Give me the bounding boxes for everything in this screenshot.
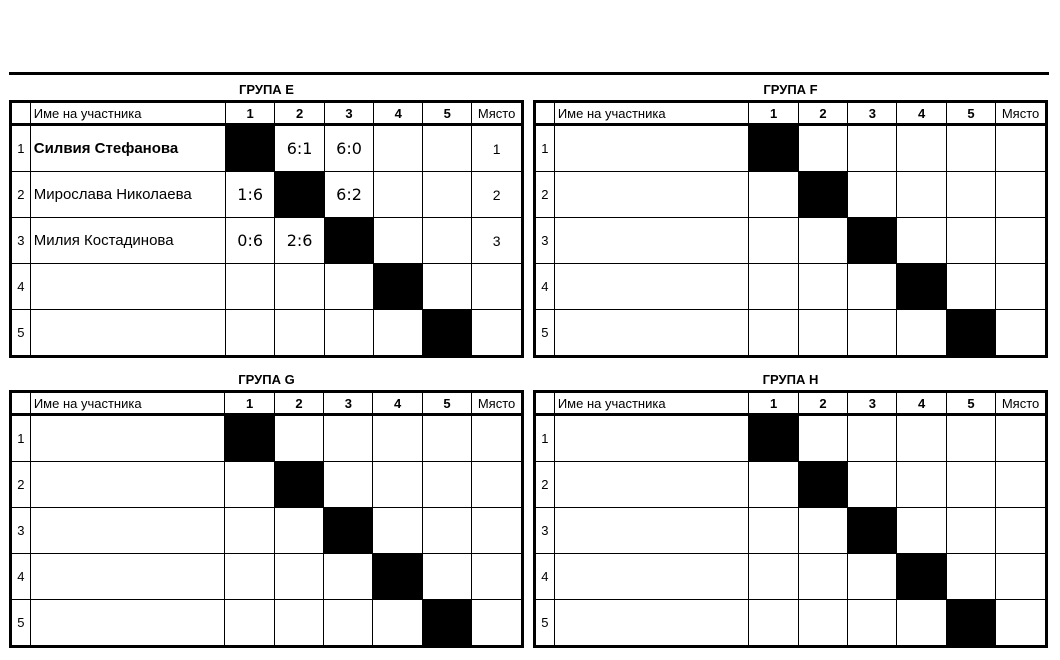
score-cell[interactable]	[946, 462, 995, 508]
score-cell[interactable]: 6:2	[324, 172, 373, 218]
place-cell[interactable]	[996, 554, 1047, 600]
score-cell[interactable]	[373, 508, 422, 554]
row-index: 2	[11, 462, 31, 508]
score-cell[interactable]	[848, 125, 897, 172]
header-col-5: 5	[423, 102, 472, 125]
self-match-cell	[946, 310, 995, 357]
score-cell[interactable]	[798, 600, 847, 647]
score-cell[interactable]	[848, 462, 897, 508]
row-index: 3	[11, 508, 31, 554]
score-cell[interactable]	[373, 462, 422, 508]
top-rule	[9, 72, 1049, 75]
participant-name[interactable]	[30, 310, 225, 357]
table-row	[11, 462, 523, 508]
group-title: ГРУПА F	[763, 82, 818, 97]
table-row	[535, 125, 1047, 172]
table-row	[535, 264, 1047, 310]
header-col-5: 5	[946, 392, 995, 415]
score-cell[interactable]	[374, 218, 423, 264]
header-index-cell	[11, 102, 31, 125]
group-table	[9, 390, 524, 648]
table-row	[11, 172, 523, 218]
header-col-4: 4	[897, 102, 946, 125]
participant-name[interactable]	[554, 310, 749, 357]
participant-name[interactable]: Силвия Стефанова	[30, 125, 225, 172]
participant-name[interactable]	[554, 554, 749, 600]
score-cell[interactable]: 6:0	[324, 125, 373, 172]
score-cell[interactable]	[798, 264, 847, 310]
score-cell[interactable]	[324, 264, 373, 310]
table-row	[535, 462, 1047, 508]
header-col-4: 4	[374, 102, 423, 125]
place-cell[interactable]	[996, 462, 1047, 508]
score-cell[interactable]	[373, 600, 422, 647]
row-index: 4	[11, 264, 31, 310]
participant-name[interactable]	[554, 415, 749, 462]
score-cell[interactable]	[798, 310, 847, 357]
score-cell[interactable]	[374, 125, 423, 172]
score-cell[interactable]	[848, 600, 897, 647]
score-cell[interactable]	[374, 310, 423, 357]
place-cell[interactable]	[472, 600, 523, 647]
score-cell[interactable]	[848, 554, 897, 600]
table-row	[11, 310, 523, 357]
score-cell[interactable]	[274, 508, 323, 554]
score-cell[interactable]	[946, 415, 995, 462]
self-match-cell	[274, 462, 323, 508]
header-col-3: 3	[324, 392, 373, 415]
participant-name[interactable]	[554, 218, 749, 264]
score-cell[interactable]	[423, 172, 472, 218]
row-index: 2	[11, 172, 31, 218]
group-title: ГРУПА E	[239, 82, 294, 97]
self-match-cell	[422, 600, 471, 647]
score-cell[interactable]	[324, 554, 373, 600]
self-match-cell	[324, 218, 373, 264]
table-row	[535, 218, 1047, 264]
place-cell[interactable]	[996, 125, 1047, 172]
score-cell[interactable]	[946, 218, 995, 264]
group-table	[9, 100, 524, 358]
table-row	[535, 600, 1047, 647]
self-match-cell	[946, 600, 995, 647]
header-name-label: Име на участника	[554, 392, 749, 415]
place-cell[interactable]	[996, 310, 1047, 357]
header-col-4: 4	[373, 392, 422, 415]
participant-name[interactable]	[30, 264, 225, 310]
header-col-5: 5	[946, 102, 995, 125]
self-match-cell	[897, 264, 946, 310]
header-row	[11, 392, 523, 415]
self-match-cell	[324, 508, 373, 554]
participant-name[interactable]: Милия Костадинова	[30, 218, 225, 264]
row-index: 4	[535, 264, 555, 310]
header-col-1: 1	[749, 392, 798, 415]
row-index: 1	[11, 125, 31, 172]
self-match-cell	[848, 218, 897, 264]
place-cell[interactable]	[996, 264, 1047, 310]
score-cell[interactable]	[422, 554, 471, 600]
header-col-2: 2	[275, 102, 324, 125]
score-cell[interactable]	[848, 415, 897, 462]
score-cell[interactable]	[897, 508, 946, 554]
score-cell[interactable]	[897, 415, 946, 462]
score-cell[interactable]	[275, 264, 324, 310]
score-cell[interactable]: 2:6	[275, 218, 324, 264]
score-cell[interactable]	[798, 508, 847, 554]
score-cell[interactable]	[897, 218, 946, 264]
score-cell[interactable]	[749, 554, 798, 600]
participant-name[interactable]	[30, 415, 225, 462]
place-cell[interactable]	[472, 415, 523, 462]
participant-name[interactable]: Мирослава Николаева	[30, 172, 225, 218]
score-cell[interactable]: 1:6	[225, 172, 274, 218]
score-cell[interactable]	[749, 264, 798, 310]
score-cell[interactable]	[897, 600, 946, 647]
row-index: 5	[535, 310, 555, 357]
place-cell[interactable]	[472, 508, 523, 554]
score-cell[interactable]	[897, 310, 946, 357]
table-row	[11, 125, 523, 172]
score-cell[interactable]	[225, 264, 274, 310]
header-place-label: Място	[472, 392, 523, 415]
row-index: 1	[535, 125, 555, 172]
header-place-label: Място	[996, 102, 1047, 125]
place-cell[interactable]: 3	[472, 218, 523, 264]
row-index: 2	[535, 462, 555, 508]
score-cell[interactable]	[373, 415, 422, 462]
score-cell[interactable]	[423, 218, 472, 264]
place-cell[interactable]	[472, 310, 523, 357]
score-cell[interactable]	[848, 172, 897, 218]
score-cell[interactable]	[897, 172, 946, 218]
group-title: ГРУПА H	[762, 372, 819, 387]
header-row	[535, 392, 1047, 415]
row-index: 1	[11, 415, 31, 462]
score-cell[interactable]	[848, 264, 897, 310]
header-col-3: 3	[848, 392, 897, 415]
self-match-cell	[798, 462, 847, 508]
table-row	[11, 600, 523, 647]
table-row	[535, 172, 1047, 218]
self-match-cell	[749, 415, 798, 462]
place-cell[interactable]	[996, 172, 1047, 218]
header-col-2: 2	[274, 392, 323, 415]
header-col-2: 2	[798, 102, 847, 125]
header-col-3: 3	[848, 102, 897, 125]
score-cell[interactable]	[848, 310, 897, 357]
score-cell[interactable]	[324, 310, 373, 357]
score-cell[interactable]	[798, 125, 847, 172]
score-cell[interactable]	[946, 125, 995, 172]
self-match-cell	[798, 172, 847, 218]
score-cell[interactable]	[749, 310, 798, 357]
place-cell[interactable]	[996, 600, 1047, 647]
score-cell[interactable]: 0:6	[225, 218, 274, 264]
self-match-cell	[373, 554, 422, 600]
header-place-label: Място	[472, 102, 523, 125]
score-cell[interactable]	[423, 264, 472, 310]
table-row	[535, 415, 1047, 462]
score-cell[interactable]	[422, 462, 471, 508]
participant-name[interactable]	[30, 462, 225, 508]
place-cell[interactable]	[472, 264, 523, 310]
score-cell[interactable]	[225, 310, 274, 357]
header-row	[535, 102, 1047, 125]
place-cell[interactable]	[996, 415, 1047, 462]
participant-name[interactable]	[554, 264, 749, 310]
self-match-cell	[749, 125, 798, 172]
table-row	[535, 554, 1047, 600]
row-index: 4	[535, 554, 555, 600]
header-col-5: 5	[422, 392, 471, 415]
score-cell[interactable]	[946, 264, 995, 310]
header-index-cell	[535, 102, 555, 125]
row-index: 3	[535, 508, 555, 554]
score-cell[interactable]	[324, 600, 373, 647]
score-cell[interactable]	[946, 172, 995, 218]
row-index: 1	[535, 415, 555, 462]
group-title: ГРУПА G	[238, 372, 295, 387]
score-cell[interactable]	[946, 508, 995, 554]
self-match-cell	[225, 415, 274, 462]
self-match-cell	[848, 508, 897, 554]
score-cell[interactable]	[422, 415, 471, 462]
score-cell[interactable]	[749, 462, 798, 508]
participant-name[interactable]	[554, 508, 749, 554]
header-index-cell	[535, 392, 555, 415]
table-row	[11, 554, 523, 600]
table-row	[535, 508, 1047, 554]
score-cell[interactable]	[798, 218, 847, 264]
score-cell[interactable]	[423, 125, 472, 172]
score-cell[interactable]	[274, 600, 323, 647]
header-name-label: Име на участника	[554, 102, 749, 125]
table-row	[535, 310, 1047, 357]
score-cell[interactable]	[225, 508, 274, 554]
score-cell[interactable]	[798, 554, 847, 600]
header-row	[11, 102, 523, 125]
score-cell[interactable]	[422, 508, 471, 554]
table-row	[11, 264, 523, 310]
group-table	[533, 100, 1048, 358]
row-index: 5	[535, 600, 555, 647]
row-index: 4	[11, 554, 31, 600]
header-name-label: Име на участника	[30, 102, 225, 125]
header-place-label: Място	[996, 392, 1047, 415]
row-index: 3	[11, 218, 31, 264]
row-index: 2	[535, 172, 555, 218]
score-cell[interactable]	[897, 125, 946, 172]
score-cell[interactable]	[225, 554, 274, 600]
score-cell[interactable]	[749, 218, 798, 264]
header-col-1: 1	[225, 102, 274, 125]
score-cell[interactable]	[275, 310, 324, 357]
score-cell[interactable]	[225, 462, 274, 508]
score-cell[interactable]	[749, 172, 798, 218]
score-cell[interactable]	[897, 462, 946, 508]
table-row	[11, 508, 523, 554]
score-cell[interactable]	[274, 554, 323, 600]
self-match-cell	[225, 125, 274, 172]
row-index: 5	[11, 600, 31, 647]
header-col-2: 2	[798, 392, 847, 415]
score-cell[interactable]	[946, 554, 995, 600]
score-cell[interactable]	[324, 415, 373, 462]
self-match-cell	[897, 554, 946, 600]
score-cell[interactable]	[798, 415, 847, 462]
place-cell[interactable]: 2	[472, 172, 523, 218]
header-index-cell	[11, 392, 31, 415]
score-cell[interactable]: 6:1	[275, 125, 324, 172]
participant-name[interactable]	[554, 600, 749, 647]
participant-name[interactable]	[554, 172, 749, 218]
place-cell[interactable]	[996, 218, 1047, 264]
place-cell[interactable]	[472, 462, 523, 508]
header-col-3: 3	[324, 102, 373, 125]
participant-name[interactable]	[554, 125, 749, 172]
header-col-1: 1	[749, 102, 798, 125]
score-cell[interactable]	[225, 600, 274, 647]
table-row	[11, 218, 523, 264]
score-cell[interactable]	[749, 600, 798, 647]
self-match-cell	[275, 172, 324, 218]
participant-name[interactable]	[554, 462, 749, 508]
score-cell[interactable]	[749, 508, 798, 554]
header-col-4: 4	[897, 392, 946, 415]
place-cell[interactable]	[996, 508, 1047, 554]
header-name-label: Име на участника	[30, 392, 225, 415]
score-cell[interactable]	[274, 415, 323, 462]
place-cell[interactable]: 1	[472, 125, 523, 172]
header-col-1: 1	[225, 392, 274, 415]
table-row	[11, 415, 523, 462]
group-table	[533, 390, 1048, 648]
score-cell[interactable]	[324, 462, 373, 508]
self-match-cell	[374, 264, 423, 310]
participant-name[interactable]	[30, 508, 225, 554]
self-match-cell	[423, 310, 472, 357]
row-index: 3	[535, 218, 555, 264]
participant-name[interactable]	[30, 600, 225, 647]
row-index: 5	[11, 310, 31, 357]
participant-name[interactable]	[30, 554, 225, 600]
place-cell[interactable]	[472, 554, 523, 600]
score-cell[interactable]	[374, 172, 423, 218]
